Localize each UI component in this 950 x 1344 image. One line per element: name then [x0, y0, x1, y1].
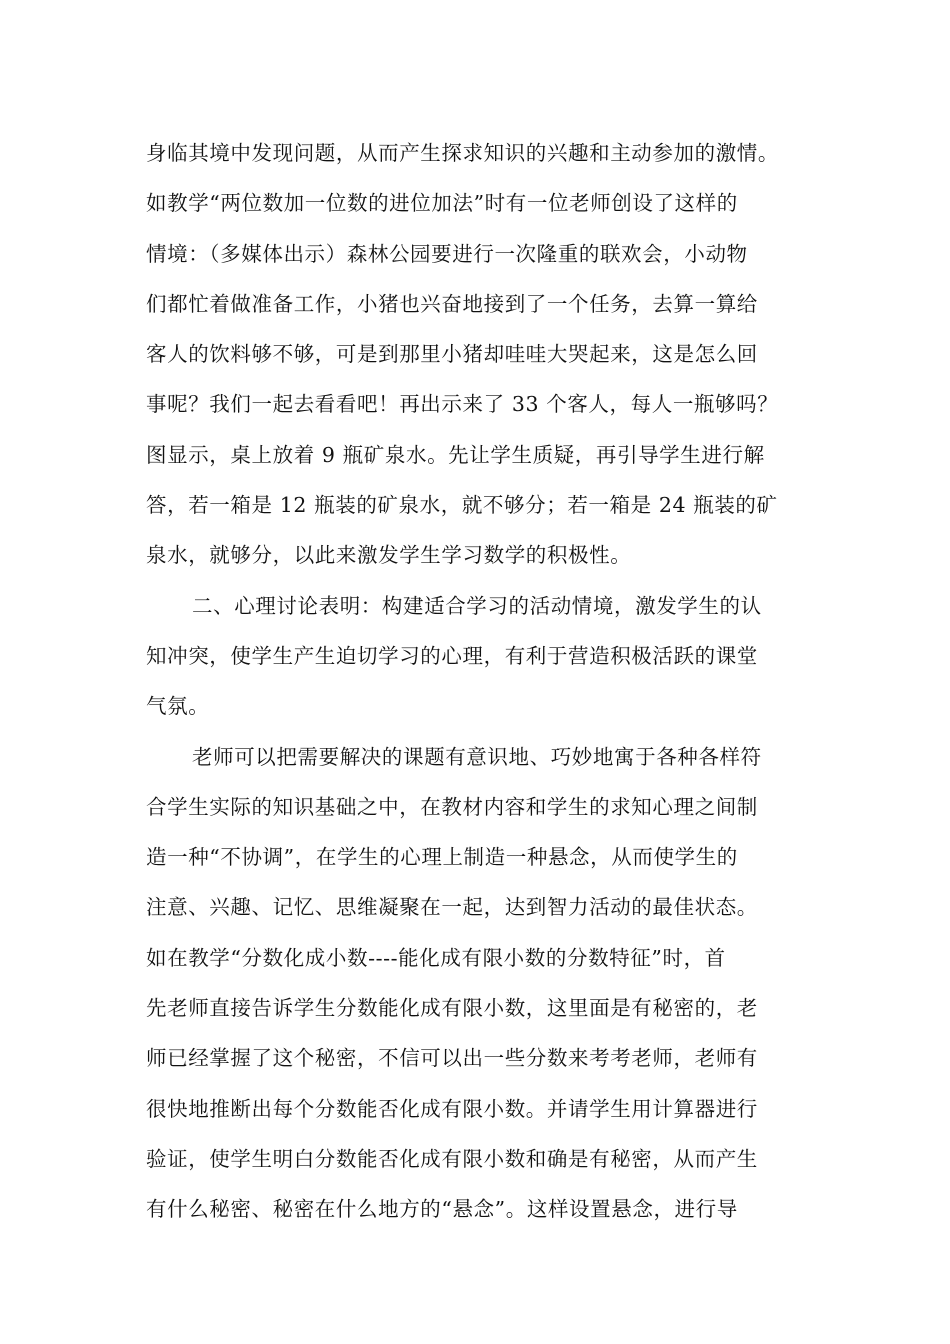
text-line: 知冲突，使学生产生迫切学习的心理，有利于营造积极活跃的课堂	[146, 643, 758, 668]
text-line: 合学生实际的知识基础之中，在教材内容和学生的求知心理之间制	[146, 794, 758, 819]
body-text	[146, 128, 816, 1235]
text-line: 事呢？我们一起去看看吧！再出示来了 33 个客人，每人一瓶够吗？	[146, 392, 779, 417]
text-line: 图显示，桌上放着 9 瓶矿泉水。先让学生质疑，再引导学生进行解	[146, 442, 765, 467]
text-line: 泉水，就够分，以此来激发学生学习数学的积极性。	[146, 543, 632, 568]
text-line: 气氛。	[146, 694, 210, 719]
text-line: 师已经掌握了这个秘密，不信可以出一些分数来考考老师，老师有	[146, 1046, 758, 1071]
text-line: 客人的饮料够不够，可是到那里小猪却哇哇大哭起来，这是怎么回	[146, 342, 758, 367]
text-line: 们都忙着做准备工作，小猪也兴奋地接到了一个任务，去算一算给	[146, 291, 758, 316]
text-line: 如在教学“分数化成小数----能化成有限小数的分数特征”时，首	[146, 945, 726, 970]
text-line: 验证，使学生明白分数能否化成有限小数和确是有秘密，从而产生	[146, 1146, 758, 1171]
text-line: 有什么秘密、秘密在什么地方的“悬念”。这样设置悬念，进行导	[146, 1197, 738, 1222]
section-heading-line: 二、心理讨论表明：构建适合学习的活动情境，激发学生的认	[192, 593, 762, 618]
text-line: 身临其境中发现问题，从而产生探求知识的兴趣和主动参加的激情。	[146, 141, 779, 165]
text-line: 很快地推断出每个分数能否化成有限小数。并请学生用计算器进行	[146, 1096, 758, 1121]
text-line: 答，若一箱是 12 瓶装的矿泉水，就不够分；若一箱是 24 瓶装的矿	[146, 493, 778, 518]
text-line: 注意、兴趣、记忆、思维凝聚在一起，达到智力活动的最佳状态。	[146, 895, 758, 920]
text-line: 情境：（多媒体出示）森林公园要进行一次隆重的联欢会，小动物	[146, 241, 748, 266]
text-line: 先老师直接告诉学生分数能化成有限小数，这里面是有秘密的，老	[146, 996, 758, 1021]
text-line: 造一种“不协调”，在学生的心理上制造一种悬念，从而使学生的	[146, 845, 738, 870]
text-line: 如教学“两位数加一位数的进位加法”时有一位老师创设了这样的	[146, 191, 738, 216]
paragraph-first-line: 老师可以把需要解决的课题有意识地、巧妙地寓于各种各样符	[192, 744, 762, 769]
